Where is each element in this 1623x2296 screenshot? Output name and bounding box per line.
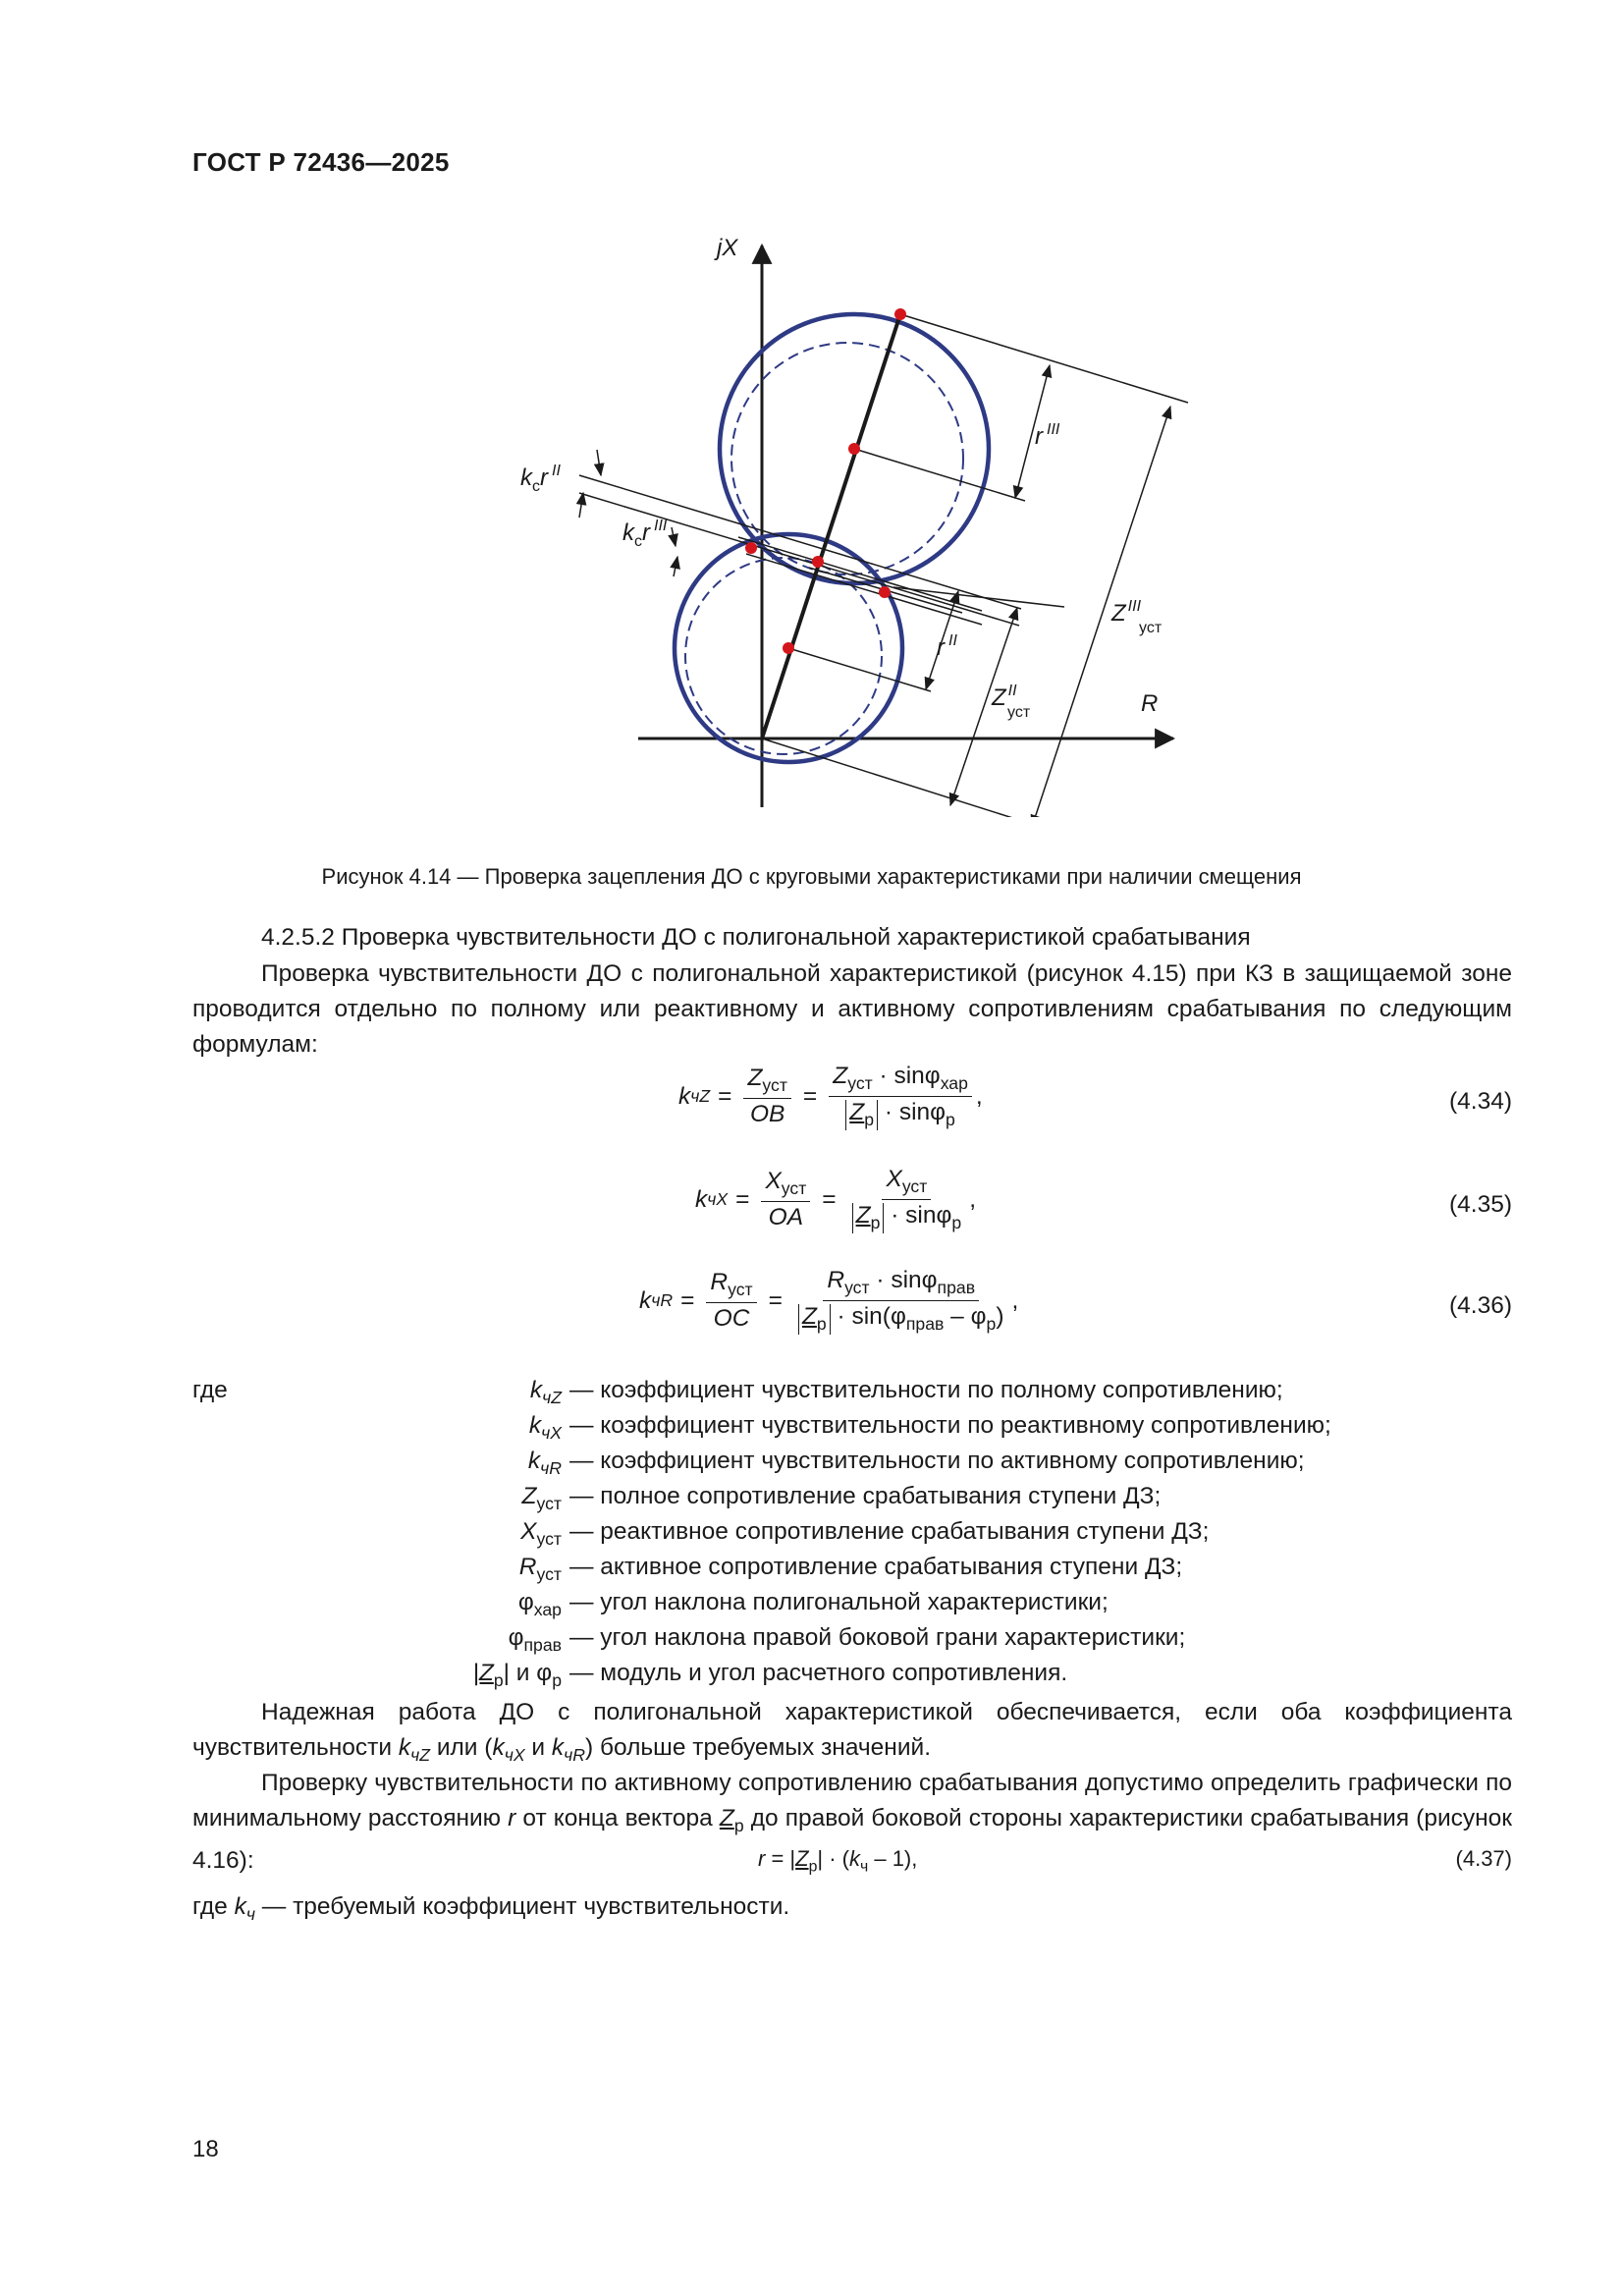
paragraph-graphical-check: Проверку чувствительности по активному сопротивлению срабатывания допустимо определить графически по минимальному расстоянию r от конца вектора $Z_р$ до правой боковой стороны характеристики срабатывания (рисунок 4.16): [192,1770,1513,1875]
definition-row: $R_{уст}$ — активное сопротивление срабатывания ступени ДЗ; [518,1554,1183,1585]
document-header: ГОСТ Р 72436—2025 [192,147,450,177]
definition-row: $Z_{уст}$ — полное сопротивление срабатывания ступени ДЗ; [521,1483,1162,1514]
formula-4-34: k чZ = $\frac{Z_{уст}}{OB}$ = $\frac{Z_{уст} \cdot \sin\varphi_{хар}}{Z_р \cdot \sin\varphi_р}$ , (4.34) [678,1063,1512,1130]
characteristic-points [745,308,906,654]
circular-characteristics-diagram [432,228,1237,817]
definition-row: $X_{уст}$ — реактивное сопротивление срабатывания ступени ДЗ; [520,1518,1210,1550]
symbol-definitions [192,1377,1512,1701]
figure-caption: Рисунок 4.14 — Проверка зацепления ДО с круговыми характеристиками при наличии смещения [321,864,1302,889]
paragraph-reliability: Надежная работа ДО с полигональной характеристикой обеспечивается, если оба коэффициента чувствительности $k_{чZ}$ или ($k_{чX}$ и $k_{чR}$) больше требуемых значений. [192,1699,1512,1766]
label-kc-r3: $k_сr$ $^{III}$ [622,518,668,550]
formula-4-36: k чR = $\frac{R_{уст}}{OC}$ = $\frac{R_{уст} \cdot \sin\varphi_{прав}}{Z_р \cdot \sin(\varphi_{прав} - \varphi_р)}$ , (4.36) [639,1267,1512,1335]
formula-4-35: k чX = $\frac{X_{уст}}{OA}$ = $\frac{X_{уст}}{Z_р \cdot \sin\varphi_р}$ , (4.35) [695,1166,1512,1233]
where-word: где [192,1377,228,1403]
axis-x-label: R [1141,690,1159,717]
definition-row: $k_{чZ}$ — коэффициент чувствительности по полному сопротивлению; [529,1377,1283,1408]
label-kc-r2: $k_сr$ $^{II}$ [520,463,561,495]
paragraph-required-coefficient: где $k_ч$ — требуемый коэффициент чувствительности. [192,1893,790,1925]
label-r3: r $^{III}$ [1035,421,1060,450]
page-number: 18 [192,2136,219,2162]
dim-z3 [1032,407,1170,817]
definition-row: $k_{чR}$ — коэффициент чувствительности по активному сопротивлению; [527,1448,1305,1479]
figure-4-14 [432,228,1237,817]
formula-4-37: $r = |Z_р| \cdot (k_ч - 1)$, (4.37) [758,1846,1512,1876]
label-r2: r $^{II}$ [937,632,957,661]
circle-zone-3-offset [731,343,963,574]
definition-row: $\varphi_{прав}$ — угол наклона правой боковой грани характеристики; [508,1624,1186,1656]
definition-row: $\varphi_{хар}$ — угол наклона полигональной характеристики; [517,1589,1109,1620]
definition-row: $|Z_р|$ и $\varphi_р$ — модуль и угол расчетного сопротивления. [472,1660,1068,1691]
definition-row: $k_{чX}$ — коэффициент чувствительности по реактивному сопротивлению; [528,1412,1331,1444]
dim-r3 [1015,365,1050,498]
axis-y-label: jX [717,235,738,261]
paragraph-intro: Проверка чувствительности ДО с полигональной характеристикой (рисунок 4.15) при КЗ в защищаемой зоне проводится отдельно по полному или реактивному и активному сопротивлениям срабатывания по следующим формулам: [192,960,1512,1058]
label-z2: Z $^{II}$ уст [992,683,1031,721]
circle-zone-2-offset [685,558,882,754]
section-heading: 4.2.5.2 Проверка чувствительности ДО с полигональной характеристикой срабатывания [261,924,1251,951]
label-z3: Z $^{III}$ уст [1111,598,1163,636]
